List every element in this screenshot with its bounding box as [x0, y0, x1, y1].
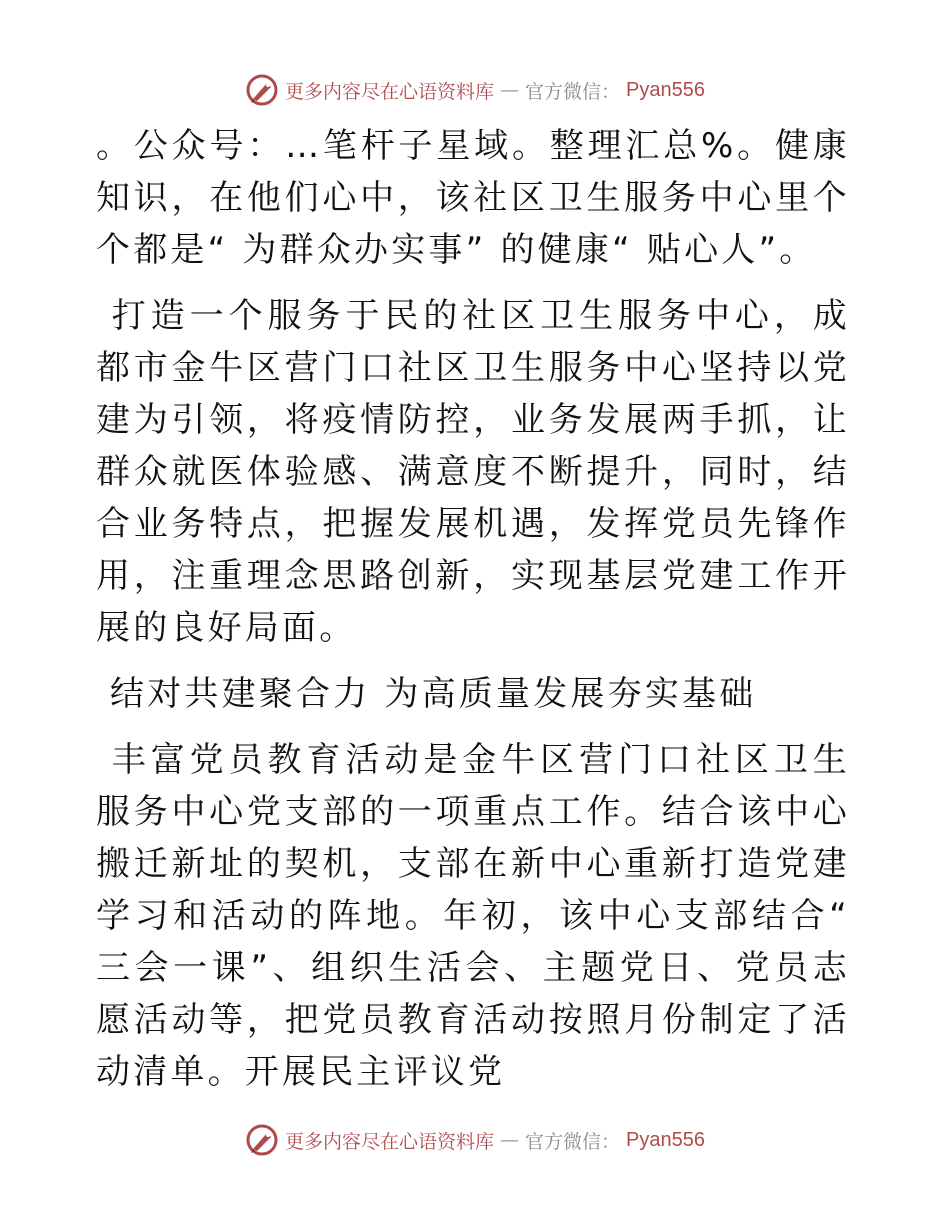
pen-nib-logo-icon [245, 1123, 279, 1157]
wechat-id: Pyan556 [626, 78, 705, 101]
header-banner [0, 70, 950, 110]
paragraph-service-center: 打造一个服务于民的社区卫生服务中心，成都市金牛区营门口社区卫生服务中心坚持以党建为引领，将疫情防控，业务发展两手抓，让群众就医体验感、满意度不断提升，同时，结合业务特点，把握发展机遇，发挥党员先锋作用，注重理念思路创新，实现基层党建工作开展的良好局面。 [96, 296, 850, 648]
library-title: 更多内容尽在心语资料库 [285, 80, 495, 103]
banner-separator: — [500, 1129, 520, 1151]
library-title: 更多内容尽在心语资料库 [285, 1130, 495, 1153]
pen-nib-logo-icon [245, 73, 279, 107]
wechat-label: 官方微信： [525, 80, 621, 103]
section-heading: 结对共建聚合力 为高质量发展夯实基础 [96, 674, 757, 714]
footer-banner [0, 1120, 950, 1160]
paragraph-party-education: 丰富党员教育活动是金牛区营门口社区卫生服务中心党支部的一项重点工作。结合该中心搬迁新址的契机，支部在新中心重新打造党建学习和活动的阵地。年初，该中心支部结合“ 三会一课”、组织生活会、主题党日、党员志愿活动等，把党员教育活动按照月份制定了活动清单。开展民主评议党 [96, 740, 865, 1092]
wechat-id: Pyan556 [626, 1128, 705, 1151]
paragraph-intro: 。公众号：…笔杆子星域。整理汇总%。健康知识，在他们心中，该社区卫生服务中心里个个都是“ 为群众办实事” 的健康“ 贴心人”。 [96, 126, 850, 270]
document-body [96, 120, 865, 1098]
banner-separator: — [500, 79, 520, 101]
wechat-label: 官方微信： [525, 1130, 621, 1153]
